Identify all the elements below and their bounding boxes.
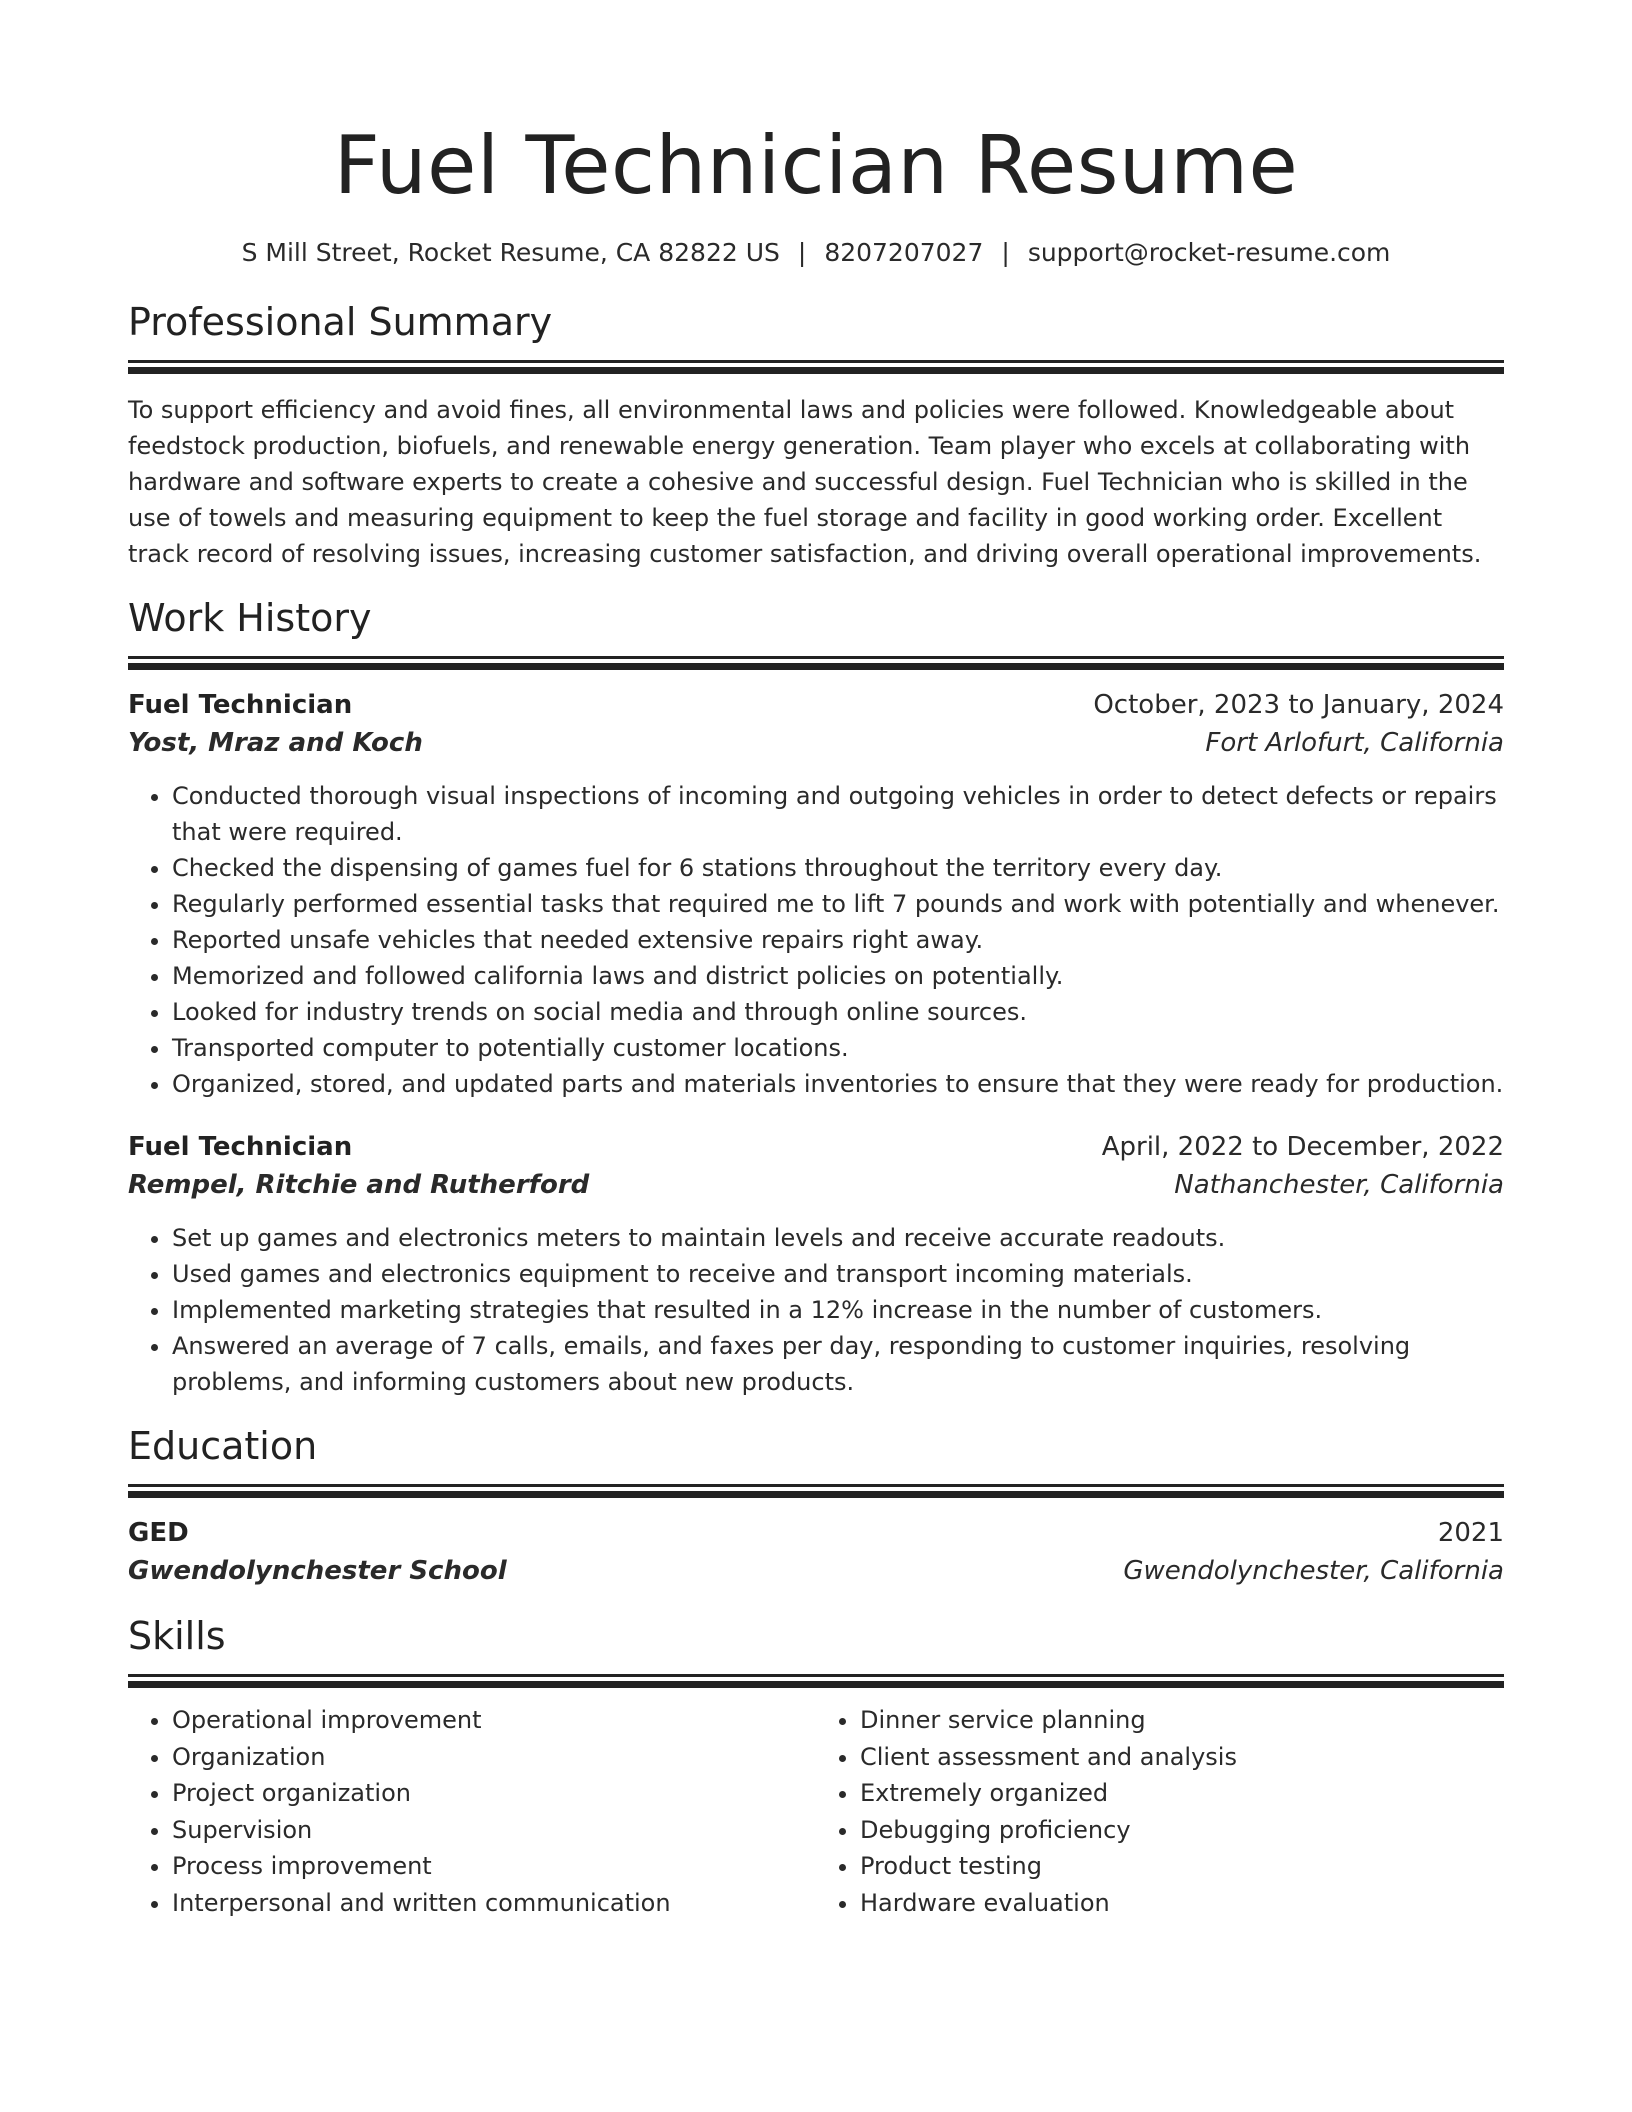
page-title: Fuel Technician Resume — [333, 119, 1299, 212]
list-item: • Set up games and electronics meters to maintain levels and receive accurate readouts. — [172, 1220, 1504, 1256]
skill-item: • Process improvement — [172, 1848, 816, 1885]
skill-item: • Dinner service planning — [860, 1702, 1504, 1739]
skill-item: • Client assessment and analysis — [860, 1739, 1504, 1776]
skill-item: • Organization — [172, 1739, 816, 1776]
skills-heading: Skills — [128, 1614, 226, 1658]
job-header — [128, 686, 1504, 724]
list-item: • Used games and electronics equipment to receive and transport incoming materials. — [172, 1256, 1504, 1292]
section-divider — [128, 1484, 1504, 1487]
job-location: Nathanchester, California — [1174, 1170, 1504, 1200]
work-heading: Work History — [128, 596, 372, 640]
contact-email: support@rocket-resume.com — [1027, 238, 1391, 267]
job-company: Yost, Mraz and Koch — [128, 728, 423, 758]
skill-item: • Debugging proficiency — [860, 1812, 1504, 1849]
skill-item: • Supervision — [172, 1812, 816, 1849]
education-header — [128, 1514, 1504, 1552]
education-location: Gwendolynchester, California — [1123, 1556, 1504, 1586]
job-entry — [128, 686, 1504, 1102]
summary-section — [128, 298, 1504, 572]
list-item: • Transported computer to potentially customer locations. — [172, 1030, 1504, 1066]
skill-item: • Operational improvement — [172, 1702, 816, 1739]
job-subheader — [128, 724, 1504, 762]
job-company: Rempel, Ritchie and Rutherford — [128, 1170, 590, 1200]
list-item: • Looked for industry trends on social media and through online sources. — [172, 994, 1504, 1030]
contact-phone: 8207207027 — [824, 238, 984, 267]
section-divider-thick — [128, 1491, 1504, 1498]
job-location: Fort Arlofurt, California — [1205, 728, 1504, 758]
list-item: • Checked the dispensing of games fuel for 6 stations throughout the territory every day. — [172, 850, 1504, 886]
skill-item: • Project organization — [172, 1775, 816, 1812]
section-divider — [128, 360, 1504, 363]
contact-separator: | — [797, 238, 807, 267]
summary-heading: Professional Summary — [128, 300, 553, 344]
skills-section — [128, 1612, 1504, 1921]
skill-item: • Extremely organized — [860, 1775, 1504, 1812]
education-section — [128, 1422, 1504, 1590]
contact-line — [128, 236, 1504, 270]
section-divider-thick — [128, 663, 1504, 670]
list-item: • Regularly performed essential tasks that required me to lift 7 pounds and work with potentially and whenever. — [172, 886, 1504, 922]
list-item: • Memorized and followed california laws and district policies on potentially. — [172, 958, 1504, 994]
list-item: • Conducted thorough visual inspections of incoming and outgoing vehicles in order to detect defects or repairs that were required. — [172, 778, 1504, 850]
job-title: Fuel Technician — [128, 1132, 353, 1162]
section-divider-thick — [128, 1681, 1504, 1688]
education-subheader — [128, 1552, 1504, 1590]
section-divider — [128, 1674, 1504, 1677]
list-item: • Answered an average of 7 calls, emails, and faxes per day, responding to customer inquiries, resolving problems, and informing customers about new products. — [172, 1328, 1504, 1400]
job-subheader — [128, 1166, 1504, 1204]
skills-list-right — [816, 1702, 1504, 1921]
job-bullets — [128, 1220, 1504, 1400]
skill-item: • Interpersonal and written communication — [172, 1885, 816, 1922]
list-item: • Reported unsafe vehicles that needed extensive repairs right away. — [172, 922, 1504, 958]
job-title: Fuel Technician — [128, 690, 353, 720]
list-item: • Organized, stored, and updated parts and materials inventories to ensure that they were ready for production. — [172, 1066, 1504, 1102]
education-year: 2021 — [1437, 1518, 1504, 1548]
job-dates: April, 2022 to December, 2022 — [1101, 1132, 1504, 1162]
contact-address: S Mill Street, Rocket Resume, CA 82822 US — [241, 238, 780, 267]
job-dates: October, 2023 to January, 2024 — [1093, 690, 1504, 720]
skills-columns — [128, 1702, 1504, 1921]
section-divider-thick — [128, 367, 1504, 374]
education-degree: GED — [128, 1518, 189, 1548]
skills-list-left — [128, 1702, 816, 1921]
skill-item: • Hardware evaluation — [860, 1885, 1504, 1922]
section-divider — [128, 656, 1504, 659]
skill-item: • Product testing — [860, 1848, 1504, 1885]
education-heading: Education — [128, 1424, 318, 1468]
job-header — [128, 1128, 1504, 1166]
contact-separator: | — [1001, 238, 1010, 267]
education-school: Gwendolynchester School — [128, 1556, 507, 1586]
list-item: • Implemented marketing strategies that resulted in a 12% increase in the number of customers. — [172, 1292, 1504, 1328]
summary-text: To support efficiency and avoid fines, all environmental laws and policies were followed. Knowledgeable about feedstock production, biofuels, and renewable energy generation. Team player who excels at collaborating with hardware and software experts to create a cohesive and successful design. Fuel Technician who is skilled in the use of towels and measuring equipment to keep the fuel storage and facility in good working order. Excellent track record of resolving issues, increasing customer satisfaction, and driving overall operational improvements. — [128, 396, 1482, 568]
work-section — [128, 594, 1504, 1400]
job-entry — [128, 1128, 1504, 1400]
job-bullets — [128, 778, 1504, 1102]
